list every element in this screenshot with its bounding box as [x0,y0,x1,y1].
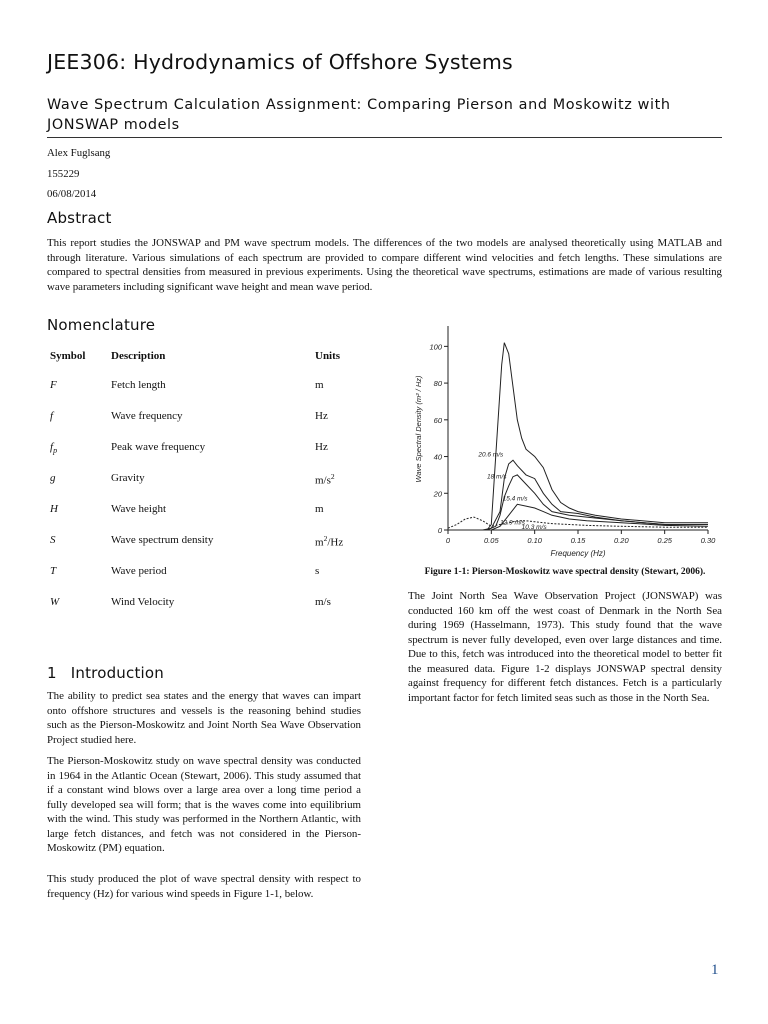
y-tick-label: 80 [433,379,442,389]
series-label: 10.3 m/s [521,524,547,532]
nomenclature-symbol: F [50,379,57,391]
y-tick-label: 40 [433,452,442,462]
nomenclature-description: Fetch length [111,379,166,391]
x-tick-label: 0 [445,536,451,545]
series-label: 20.6 m/s [478,451,504,459]
nomenclature-description: Wave frequency [111,410,183,422]
title-rule [47,137,722,138]
nomenclature-symbol: g [50,472,56,484]
units-tail: /Hz [327,536,344,549]
y-axis-label: Wave Spectral Density (m² / Hz) [414,375,423,483]
nomenclature-units: m [315,379,324,391]
nomenclature-symbol: f [50,410,54,422]
nomenclature-description-header: Description [111,350,166,362]
section-number: 1 [47,664,57,682]
y-tick-label: 20 [433,489,442,499]
abstract-text: This report studies the JONSWAP and PM wave spectrum models. The differences of the two models are analysed theoretically using MATLAB and through literature. Various simulations of each spectrum are provided to compare different wind velocities and fetch lengths. These simulations are compared to spectral densities from measured in previous experiments. Using the theoretical wave spectrums, estimations are made of various resulting wave parameters including significant wave height and mean wave period. [47,237,722,293]
x-tick-label: 0.10 [527,536,542,545]
units-superscript: 2 [323,534,328,543]
units-base: m [315,536,324,549]
page-number: 1 [711,962,719,978]
units-base: m/s [315,474,331,487]
x-tick-label: 0.15 [570,536,586,545]
intro-paragraph-1: The ability to predict sea states and the energy that waves can impart onto offshore structures and vessels is the reasoning behind studies such as the Pierson-Moskowitz and Joint North Sea Wave Observation Project studied here. [47,690,361,746]
y-tick-label: 100 [429,342,442,352]
nomenclature-symbol-header: Symbol [50,350,86,362]
nomenclature-symbol: H [50,503,58,515]
series-label: 12.9 m/s [500,519,525,527]
nomenclature-units: m [315,503,324,515]
document-title: JEE306: Hydrodynamics of Offshore Systems [47,50,513,74]
document-subtitle: Wave Spectrum Calculation Assignment: Comparing Pierson and Moskowitz with JONSWAP models [47,97,671,133]
nomenclature-description: Wind Velocity [111,596,175,608]
y-tick-label: 0 [437,526,442,535]
x-tick-label: 0.20 [614,536,629,545]
units-superscript: 2 [330,472,335,481]
nomenclature-description: Peak wave frequency [111,441,206,453]
x-axis-label: Frequency (Hz) [550,549,606,558]
nomenclature-units [315,472,335,487]
x-tick-label: 0.25 [657,536,672,545]
nomenclature-description: Wave height [111,503,167,515]
intro-paragraph-3: This study produced the plot of wave spectral density with respect to frequency (Hz) for various wind speeds in Figure 1-1, below. [47,873,361,900]
nomenclature-description: Wave period [111,565,167,577]
author-name: Alex Fuglsang [47,147,111,159]
intro-right-paragraph: The Joint North Sea Wave Observation Project (JONSWAP) was conducted 160 km off the west coast of Denmark in the North Sea during 1969 (Hasselmann, 1973). This study found that the wave spectrum is never fully developed, even over large distances and time. Due to this, fetch was introduced into the theoretical model to better fit the measured data. Figure 1-2 displays JONSWAP spectral density against frequency for different fetch distances. Fetch is a particularly important factor for fetch limited seas such as those in the North Sea. [408,590,722,704]
abstract-heading: Abstract [47,209,112,227]
x-tick-label: 0.30 [700,536,716,545]
nomenclature-units: m/s [315,596,331,608]
nomenclature-heading: Nomenclature [47,316,156,334]
intro-paragraph-2: The Pierson-Moskowitz study on wave spectral density was conducted in 1964 in the Atlantic Ocean (Stewart, 2006). This study assumed that if a constant wind blows over a large area over a long time period a fully developed sea will form; that is the waves come into equilibrium with the wind. This study was performed in the Northern Atlantic, with large fetch distances, and fetch was not considered in the Pierson-Moskowitz (PM) equation. [47,755,361,854]
pierson-moskowitz-chart [405,318,725,563]
student-id: 155229 [47,168,80,180]
section-title: Introduction [70,664,164,682]
nomenclature-symbol: W [50,596,60,608]
introduction-heading [47,664,164,682]
nomenclature-symbol: T [50,565,57,577]
nomenclature-units [315,534,343,549]
nomenclature-description: Wave spectrum density [111,534,214,546]
nomenclature-symbol: S [50,534,56,546]
nomenclature-description: Gravity [111,472,145,484]
y-tick-label: 60 [433,415,442,425]
figure-caption: Figure 1-1: Pierson-Moskowitz wave spectral density (Stewart, 2006). [424,567,706,577]
series-label: 18 m/s [487,473,507,481]
nomenclature-units: Hz [315,410,328,422]
x-tick-label: 0.05 [484,536,499,545]
symbol-subscript: p [53,446,58,456]
nomenclature-units: s [315,565,320,577]
document-date: 06/08/2014 [47,188,97,200]
nomenclature-units-header: Units [315,350,341,362]
nomenclature-symbol [50,441,57,455]
symbol-base: f [50,441,54,453]
series-label: 15.4 m/s [502,495,528,503]
nomenclature-units: Hz [315,441,328,453]
